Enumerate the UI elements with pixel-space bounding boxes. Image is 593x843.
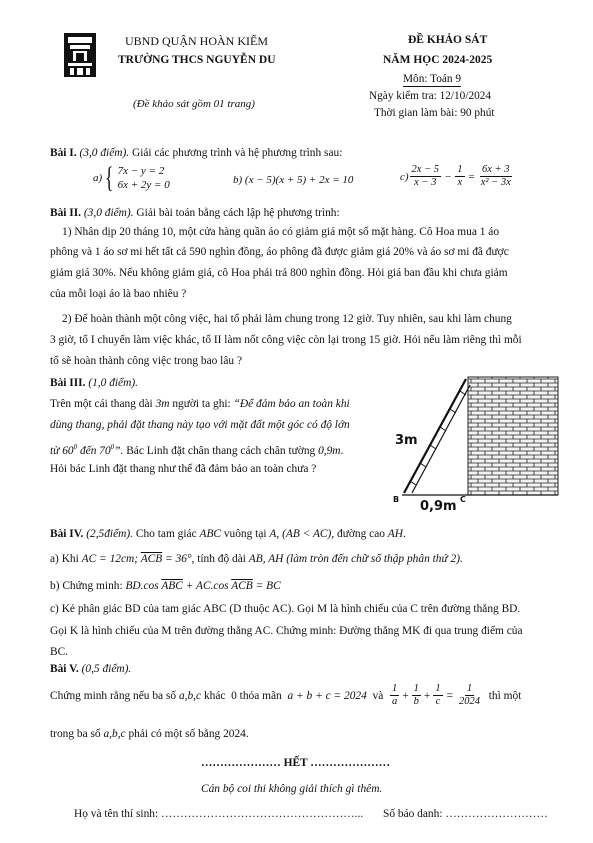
math: a,b,c bbox=[178, 689, 202, 702]
bai5-line2 bbox=[50, 727, 249, 741]
bai4-title: Bài IV. bbox=[50, 528, 84, 540]
bai2-p2-line2: 3 giờ, tổ I chuyển làm việc khác, tổ II làm nốt công việc còn lại trong 15 giờ. Hỏi nếu làm riêng thì mỗi bbox=[50, 334, 522, 346]
angle: $\overline{ACB}$ bbox=[140, 553, 163, 565]
bai1-b-eq: (x − 5)(x + 5) + 2x = 10 bbox=[244, 174, 354, 186]
fraction: $\frac{1}{2024}$ bbox=[459, 683, 481, 707]
bai2-p1-line3: giảm giá 30%. Nếu không giảm giá, cô Hoa phải trả 800 nghìn đồng. Hỏi giá ban đầu khi chưa giảm bbox=[50, 267, 508, 279]
bai1-a-eq1: 7x − y = 2 bbox=[117, 165, 165, 177]
text: khác 0 thỏa mãn bbox=[201, 689, 288, 702]
math: ABC bbox=[199, 528, 221, 540]
angle: $\overline{ABC}$ bbox=[161, 580, 183, 592]
bai1-a-eq2: 6x + 2y = 0 bbox=[117, 179, 170, 191]
fraction: $\frac{1}{x}$ bbox=[457, 164, 463, 188]
quote: ”. bbox=[114, 444, 124, 457]
point-b-label: B bbox=[393, 495, 400, 504]
school-year: NĂM HỌC 2024-2025 bbox=[383, 54, 493, 66]
equals-sign: = bbox=[446, 689, 454, 702]
bai2-p2-line3: tổ sẽ hoàn thành công việc trong bao lâu ? bbox=[50, 355, 242, 367]
bai4-part-c-line1: c) Kẻ phân giác BD của tam giác ABC (D thuộc AC). Gọi M là hình chiếu của C trên đường thẳng BD. bbox=[50, 603, 521, 615]
text: và bbox=[366, 689, 389, 702]
bai2-text: Giải bài toán bằng cách lập hệ phương trình: bbox=[136, 207, 340, 219]
equals-sign: = bbox=[468, 170, 475, 183]
quote: “Để đảm bảo an toàn khi bbox=[233, 398, 350, 410]
bai1-part-a bbox=[93, 161, 170, 194]
bai3-line3 bbox=[50, 440, 343, 458]
bai2-heading bbox=[50, 206, 340, 220]
bai2-p1-line2: phông và 1 áo sơ mi hết tất cả 590 nghìn đồng, áo phông đã được giảm giá 20% và áo sơ mi đã được bbox=[50, 246, 509, 258]
math: 0,9m bbox=[318, 444, 341, 457]
bai4-part-c-line2: Gọi K là hình chiếu của M trên đường thẳng AC. Chứng minh: Đường thẳng MK đi qua trung điểm của bbox=[50, 625, 523, 637]
ladder-wall-figure bbox=[390, 375, 570, 515]
math: a + b + c = 2024 bbox=[287, 689, 367, 702]
text: Trên một cái thang dài bbox=[50, 398, 156, 410]
note: (làm tròn đến chữ số thập phân thứ 2). bbox=[283, 553, 463, 565]
minus-sign: − bbox=[445, 170, 452, 183]
quote: đến 70 bbox=[77, 444, 111, 457]
bai3-line2: dùng thang, phải đặt thang này tạo với mặt đất một góc có độ lớn bbox=[50, 419, 350, 431]
bai1-a-system bbox=[102, 161, 170, 194]
fraction: $\frac{1}{b}$ bbox=[413, 683, 419, 707]
text: thì một bbox=[483, 689, 522, 702]
bai1-part-c bbox=[400, 164, 514, 189]
bai5-heading bbox=[50, 662, 131, 676]
bai5-line1 bbox=[50, 683, 521, 708]
bai1-title: Bài I. bbox=[50, 147, 77, 159]
text: . bbox=[402, 528, 406, 540]
text: vuông tại bbox=[221, 528, 270, 540]
end-marker: ………………… HẾT ………………… bbox=[201, 757, 391, 769]
math: , (AB < AC) bbox=[276, 528, 332, 540]
district-name: UBND QUẬN HOÀN KIẾM bbox=[125, 34, 268, 48]
bai3-line4: Hỏi bác Linh đặt thang như thế đã đảm bảo an toàn chưa ? bbox=[50, 463, 317, 475]
math: = BC bbox=[252, 580, 281, 592]
degree: 0 bbox=[73, 443, 78, 451]
text: Chứng minh rằng nếu ba số bbox=[50, 689, 179, 702]
math: + AC.cos bbox=[182, 580, 232, 592]
school-logo bbox=[64, 33, 96, 77]
bai2-p2-line1: 2) Để hoàn thành một công việc, hai tổ phải làm chung trong 12 giờ. Tuy nhiên, sau khi làm chung bbox=[62, 313, 512, 325]
text: b) Chứng minh: bbox=[50, 580, 126, 592]
bai1-text: Giải các phương trình và hệ phương trình sau: bbox=[131, 147, 343, 159]
bai1-a-label: a) bbox=[93, 172, 103, 184]
fraction: $\frac{6x + 3}{\text{x² − 3x}}$ bbox=[480, 164, 511, 188]
text: người ta ghi: bbox=[169, 398, 234, 410]
text: Cho tam giác bbox=[135, 528, 200, 540]
bai1-heading bbox=[50, 146, 342, 160]
math: 3m bbox=[155, 398, 170, 410]
page-count-note: (Đề khảo sát gồm 01 trang) bbox=[133, 98, 255, 110]
bai4-points: (2,5điểm). bbox=[86, 528, 134, 540]
text: trong ba số bbox=[50, 728, 104, 740]
math: BD.cos bbox=[125, 580, 162, 592]
fraction: $\frac{2x - 5}{x - 3}$ bbox=[411, 164, 440, 188]
bai2-points: (3,0 điểm). bbox=[83, 207, 134, 219]
angle: $\overline{ACB}$ bbox=[231, 580, 253, 592]
bai2-p1-line1: 1) Nhân dịp 20 tháng 10, một cửa hàng quần áo có giảm giá một số mặt hàng. Cô Hoa mua 1 áo bbox=[62, 226, 500, 238]
bai4-heading bbox=[50, 527, 406, 541]
candidate-name-field: Họ và tên thí sinh: ……………………………………………... bbox=[74, 808, 364, 820]
bai3-title: Bài III. bbox=[50, 377, 86, 389]
plus-sign: + bbox=[402, 689, 409, 702]
bai4-part-a bbox=[50, 552, 463, 566]
proctor-note: Cán bộ coi thi không giải thích gì thêm. bbox=[201, 783, 383, 795]
bai1-b-label: b) bbox=[233, 174, 243, 186]
text: , đường cao bbox=[331, 528, 388, 540]
brace: { bbox=[105, 161, 114, 194]
fraction: $\frac{1}{c}$ bbox=[435, 683, 441, 707]
candidate-id-field: Số báo danh: ……………………… bbox=[383, 808, 548, 820]
text: Bác Linh đặt chân thang cách chân tường bbox=[123, 444, 319, 457]
bai1-c-label: c) bbox=[400, 170, 409, 183]
fraction: $\frac{1}{a}$ bbox=[391, 683, 398, 707]
exam-date: Ngày kiểm tra: 12/10/2024 bbox=[369, 90, 492, 102]
math: AH bbox=[387, 528, 403, 540]
bai1-part-b bbox=[233, 173, 353, 187]
bai3-points: (1,0 điểm). bbox=[88, 377, 138, 389]
quote: từ 60 bbox=[50, 444, 74, 457]
base-distance-label: 0,9m bbox=[420, 499, 457, 514]
exam-duration: Thời gian làm bài: 90 phút bbox=[374, 107, 495, 119]
math: AB, AH bbox=[248, 553, 284, 565]
subject: Môn: Toán 9 bbox=[403, 73, 461, 85]
math: AC = 12cm; bbox=[81, 553, 141, 565]
plus-sign: + bbox=[423, 689, 431, 702]
bai4-part-b bbox=[50, 579, 281, 593]
text: a) Khi bbox=[50, 553, 82, 565]
math: A bbox=[269, 528, 277, 540]
text: , tính độ dài bbox=[191, 553, 249, 565]
bai2-title: Bài II. bbox=[50, 207, 82, 219]
math: a,b,c bbox=[103, 728, 126, 740]
text: . bbox=[340, 444, 344, 457]
exam-title: ĐỀ KHẢO SÁT bbox=[408, 34, 488, 46]
subject-line bbox=[403, 73, 461, 87]
bai3-heading bbox=[50, 376, 138, 390]
point-c-label: C bbox=[460, 495, 466, 504]
degree: 0 bbox=[110, 443, 115, 451]
bai4-part-c-line3: BC. bbox=[50, 646, 69, 658]
bai5-title: Bài V. bbox=[50, 663, 79, 675]
bai5-points: (0,5 điểm). bbox=[81, 663, 132, 675]
math: = 36° bbox=[162, 553, 192, 565]
ladder-length-label: 3m bbox=[395, 433, 418, 448]
bai3-line1 bbox=[50, 397, 350, 411]
bai2-p1-line4: của mỗi loại áo là bao nhiêu ? bbox=[50, 288, 187, 300]
school-name: TRƯỜNG THCS NGUYỄN DU bbox=[118, 54, 276, 66]
bai1-points: (3,0 điểm). bbox=[79, 147, 130, 159]
text: phải có một số bằng 2024. bbox=[125, 728, 249, 740]
